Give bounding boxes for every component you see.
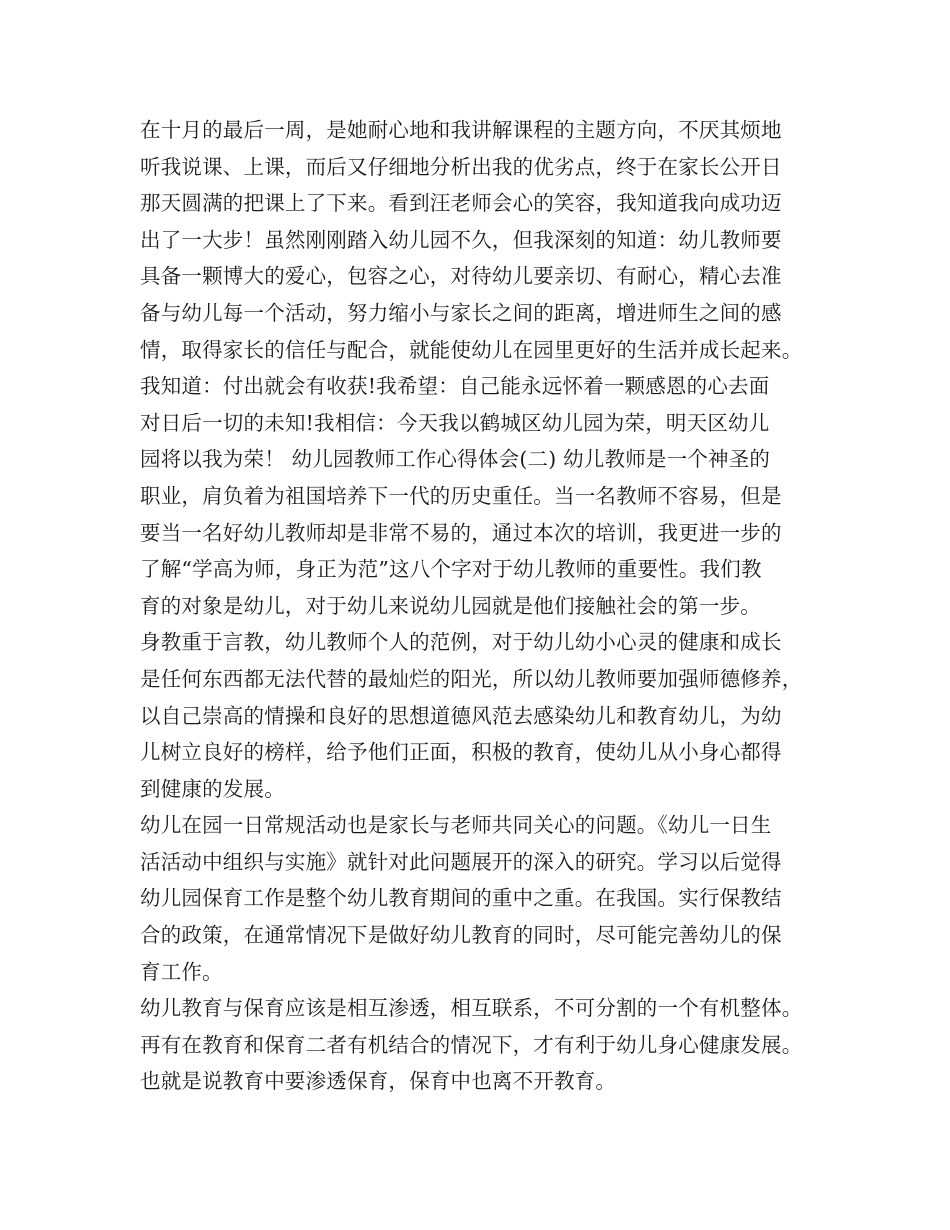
text-line: 身教重于言教，幼儿教师个人的范例，对于幼儿幼小心灵的健康和成长 bbox=[140, 630, 782, 655]
text-line: 以自己崇高的情操和良好的思想道德风范去感染幼儿和教育幼儿，为幼 bbox=[140, 703, 782, 728]
text-line: 育的对象是幼儿，对于幼儿来说幼儿园就是他们接触社会的第一步。 bbox=[140, 593, 761, 618]
text-line: 听我说课、上课，而后又仔细地分析出我的优劣点，终于在家长公开日 bbox=[140, 154, 782, 179]
text-line: 园将以我为荣！ 幼儿园教师工作心得体会(二) 幼儿教师是一个神圣的 bbox=[140, 447, 771, 472]
text-line: 是任何东西都无法代替的最灿烂的阳光，所以幼儿教师要加强师德修养， bbox=[140, 666, 803, 691]
text-line: 在十月的最后一周，是她耐心地和我讲解课程的主题方向，不厌其烦地 bbox=[140, 118, 782, 142]
text-line: 活活动中组织与实施》就针对此问题展开的深入的研究。学习以后觉得 bbox=[140, 849, 782, 874]
text-line: 那天圆满的把课上了下来。看到汪老师会心的笑容，我知道我向成功迈 bbox=[140, 191, 782, 216]
text-line: 合的政策，在通常情况下是做好幼儿教育的同时，尽可能完善幼儿的保 bbox=[140, 923, 782, 948]
text-line: 幼儿在园一日常规活动也是家长与老师共同关心的问题。《幼儿一日生 bbox=[140, 813, 772, 838]
text-line: 也就是说教育中要渗透保育，保育中也离不开教育。 bbox=[140, 1069, 617, 1094]
text-line: 到健康的发展。 bbox=[140, 776, 285, 801]
text-line: 职业，肩负着为祖国培养下一代的历史重任。当一名教师不容易，但是 bbox=[140, 483, 782, 508]
text-line: 幼儿教育与保育应该是相互渗透，相互联系，不可分割的一个有机整体。 bbox=[140, 996, 803, 1021]
text-line: 了解“学高为师，身正为范”这八个字对于幼儿教师的重要性。我们教 bbox=[140, 557, 762, 582]
text-line: 对日后一切的未知!我相信：今天我以鹤城区幼儿园为荣，明天区幼儿 bbox=[140, 410, 770, 435]
body-text bbox=[140, 112, 830, 1100]
text-line: 我知道：付出就会有收获!我希望：自己能永远怀着一颗感恩的心去面 bbox=[140, 374, 770, 399]
text-line: 再有在教育和保育二者有机结合的情况下，才有利于幼儿身心健康发展。 bbox=[140, 1032, 803, 1057]
text-line: 具备一颗博大的爱心，包容之心，对待幼儿要亲切、有耐心，精心去准 bbox=[140, 264, 782, 289]
text-line: 幼儿园保育工作是整个幼儿教育期间的重中之重。在我国。实行保教结 bbox=[140, 886, 782, 911]
text-line: 要当一名好幼儿教师却是非常不易的，通过本次的培训，我更进一步的 bbox=[140, 520, 782, 545]
text-line: 备与幼儿每一个活动，努力缩小与家长之间的距离，增进师生之间的感 bbox=[140, 300, 782, 325]
text-line: 情，取得家长的信任与配合，就能使幼儿在园里更好的生活并成长起来。 bbox=[140, 337, 803, 362]
text-line: 育工作。 bbox=[140, 959, 223, 984]
text-line: 儿树立良好的榜样，给予他们正面，积极的教育，使幼儿从小身心都得 bbox=[140, 740, 782, 765]
text-line: 出了一大步！虽然刚刚踏入幼儿园不久，但我深刻的知道：幼儿教师要 bbox=[140, 227, 782, 252]
